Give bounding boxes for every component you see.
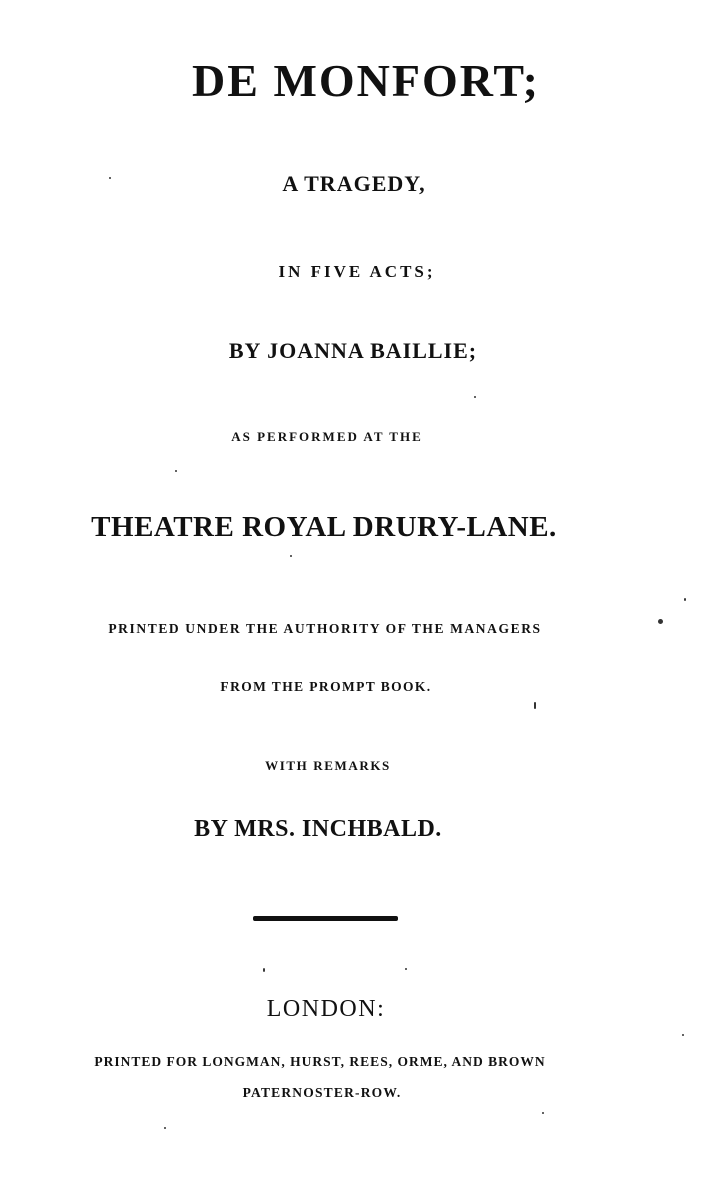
- book-subtitle: A TRAGEDY,: [282, 171, 426, 196]
- book-title: DE MONFORT;: [192, 55, 540, 106]
- imprint-city: LONDON:: [266, 996, 386, 1022]
- scan-speck: [263, 968, 265, 972]
- imprint-address: PATERNOSTER-ROW.: [242, 1085, 402, 1100]
- scan-speck: [405, 968, 407, 970]
- scan-speck: [474, 396, 476, 398]
- printed-under-line: PRINTED UNDER THE AUTHORITY OF THE MANAGERS: [108, 621, 542, 636]
- performed-at-line: AS PERFORMED AT THE: [231, 429, 423, 444]
- scan-speck: [164, 1127, 166, 1129]
- prompt-book-line: FROM THE PROMPT BOOK.: [220, 679, 432, 694]
- scan-speck: [682, 1034, 684, 1036]
- scan-speck: [290, 555, 292, 557]
- scan-speck: [175, 470, 177, 472]
- with-remarks-line: WITH REMARKS: [265, 758, 391, 773]
- divider-rule: [253, 916, 398, 921]
- author-line: BY JOANNA BAILLIE;: [228, 338, 478, 363]
- scan-speck: [534, 702, 536, 709]
- scan-speck: [658, 619, 663, 624]
- scan-speck: [109, 177, 111, 179]
- remarks-author-line: BY MRS. INCHBALD.: [194, 816, 442, 842]
- theatre-line: THEATRE ROYAL DRURY-LANE.: [91, 511, 557, 543]
- scan-speck: [684, 598, 686, 601]
- acts-line: IN FIVE ACTS;: [278, 262, 436, 281]
- scan-speck: [542, 1112, 544, 1114]
- imprint-printed-for: PRINTED FOR LONGMAN, HURST, REES, ORME, AND BROWN: [94, 1054, 546, 1069]
